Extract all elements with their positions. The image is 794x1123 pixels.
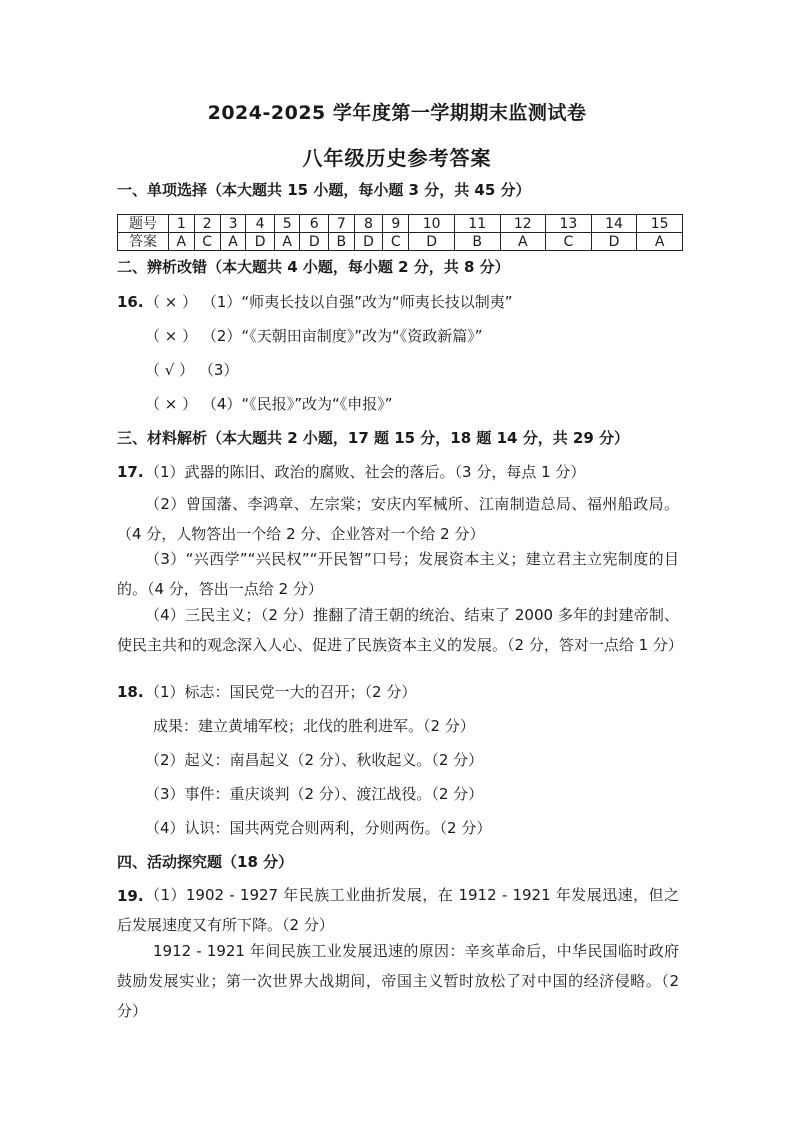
table-row-answers [118, 233, 683, 251]
row-label-answer: 答案 [118, 233, 169, 251]
table-cell-answer: D [354, 233, 383, 251]
table-cell-number: 4 [246, 215, 275, 233]
table-cell-answer: D [300, 233, 329, 251]
q16-item-3: （ √ ） （3） [145, 361, 239, 379]
q19-part-1: （1）1902 - 1927 年民族工业曲折发展，在 1912 - 1921 年发展迅速，但之后发展速度又有所下降。（2 分） [117, 886, 679, 934]
table-cell-number: 6 [300, 215, 329, 233]
document-subtitle: 八年级历史参考答案 [302, 146, 492, 170]
table-cell-answer: C [546, 233, 592, 251]
table-cell-number: 5 [274, 215, 300, 233]
table-cell-answer: B [329, 233, 355, 251]
table-cell-number: 9 [383, 215, 409, 233]
table-cell-number: 12 [500, 215, 546, 233]
q17-part-2: （2）曾国藩、李鸿章、左宗棠；安庆内军械所、江南制造总局、福州船政局。（4 分，人物答出一个给 2 分、企业答对一个给 2 分） [117, 495, 679, 543]
table-cell-number: 14 [591, 215, 637, 233]
q16-item-1: （ × ） （1）“师夷长技以自强”改为“师夷长技以制夷” [145, 293, 513, 311]
section3-heading: 三、材料解析（本大题共 2 小题，17 题 15 分，18 题 14 分，共 29 分） [117, 429, 630, 447]
table-cell-number: 10 [409, 215, 455, 233]
answer-table [117, 214, 683, 251]
q16-item-2: （ × ） （2）“《天朝田亩制度》”改为“《资政新篇》” [145, 327, 483, 345]
table-cell-answer: D [591, 233, 637, 251]
section2-heading: 二、辨析改错（本大题共 4 小题，每小题 2 分，共 8 分） [117, 258, 510, 276]
table-cell-answer: C [383, 233, 409, 251]
table-cell-number: 13 [546, 215, 592, 233]
table-cell-answer: C [194, 233, 220, 251]
table-cell-answer: A [220, 233, 246, 251]
table-cell-answer: B [454, 233, 500, 251]
question-18-number: 18. [117, 683, 144, 701]
table-cell-number: 7 [329, 215, 355, 233]
table-cell-answer: D [409, 233, 455, 251]
question-19-number: 19. [117, 887, 144, 905]
q18-part-1-result: 成果：建立黄埔军校；北伐的胜利进军。（2 分） [153, 717, 475, 735]
question-16-number: 16. [117, 293, 144, 311]
section1-heading: 一、单项选择（本大题共 15 小题，每小题 3 分，共 45 分） [117, 181, 531, 199]
table-cell-number: 3 [220, 215, 246, 233]
table-cell-answer: A [637, 233, 683, 251]
q17-part-4: （4）三民主义；（2 分）推翻了清王朝的统治、结束了 2000 多年的封建帝制、使民主共和的观念深入人心、促进了民族资本主义的发展。（2 分，答对一点给 1 分） [117, 606, 683, 654]
table-cell-answer: A [169, 233, 195, 251]
question-17-number: 17. [117, 463, 144, 481]
document-title: 2024-2025 学年度第一学期期末监测试卷 [207, 102, 587, 124]
section4-heading: 四、活动探究题（18 分） [117, 853, 294, 871]
q17-part-1: （1）武器的陈旧、政治的腐败、社会的落后。（3 分，每点 1 分） [145, 463, 586, 481]
q18-part-2: （2）起义：南昌起义（2 分）、秋收起义。（2 分） [145, 751, 484, 769]
row-label-number: 题号 [118, 215, 169, 233]
table-cell-answer: D [246, 233, 275, 251]
table-cell-number: 1 [169, 215, 195, 233]
table-cell-number: 15 [637, 215, 683, 233]
table-cell-answer: A [500, 233, 546, 251]
q16-item-4: （ × ） （4）“《民报》”改为“《申报》” [145, 395, 393, 413]
q19-part-1-reason: 1912 - 1921 年间民族工业发展迅速的原因：辛亥革命后，中华民国临时政府鼓励发展实业；第一次世界大战期间，帝国主义暂时放松了对中国的经济侵略。（2 分） [117, 942, 679, 1020]
q17-part-3: （3）“兴西学”“兴民权”“开民智”口号；发展资本主义；建立君主立宪制度的目的。（4 分，答出一点给 2 分） [117, 550, 679, 598]
table-cell-answer: A [274, 233, 300, 251]
table-cell-number: 8 [354, 215, 383, 233]
q18-part-4: （4）认识：国共两党合则两利，分则两伤。（2 分） [145, 819, 492, 837]
table-cell-number: 2 [194, 215, 220, 233]
q18-part-1: （1）标志：国民党一大的召开；（2 分） [145, 683, 417, 701]
table-cell-number: 11 [454, 215, 500, 233]
q18-part-3: （3）事件：重庆谈判（2 分）、渡江战役。（2 分） [145, 785, 484, 803]
table-row-numbers [118, 215, 683, 233]
